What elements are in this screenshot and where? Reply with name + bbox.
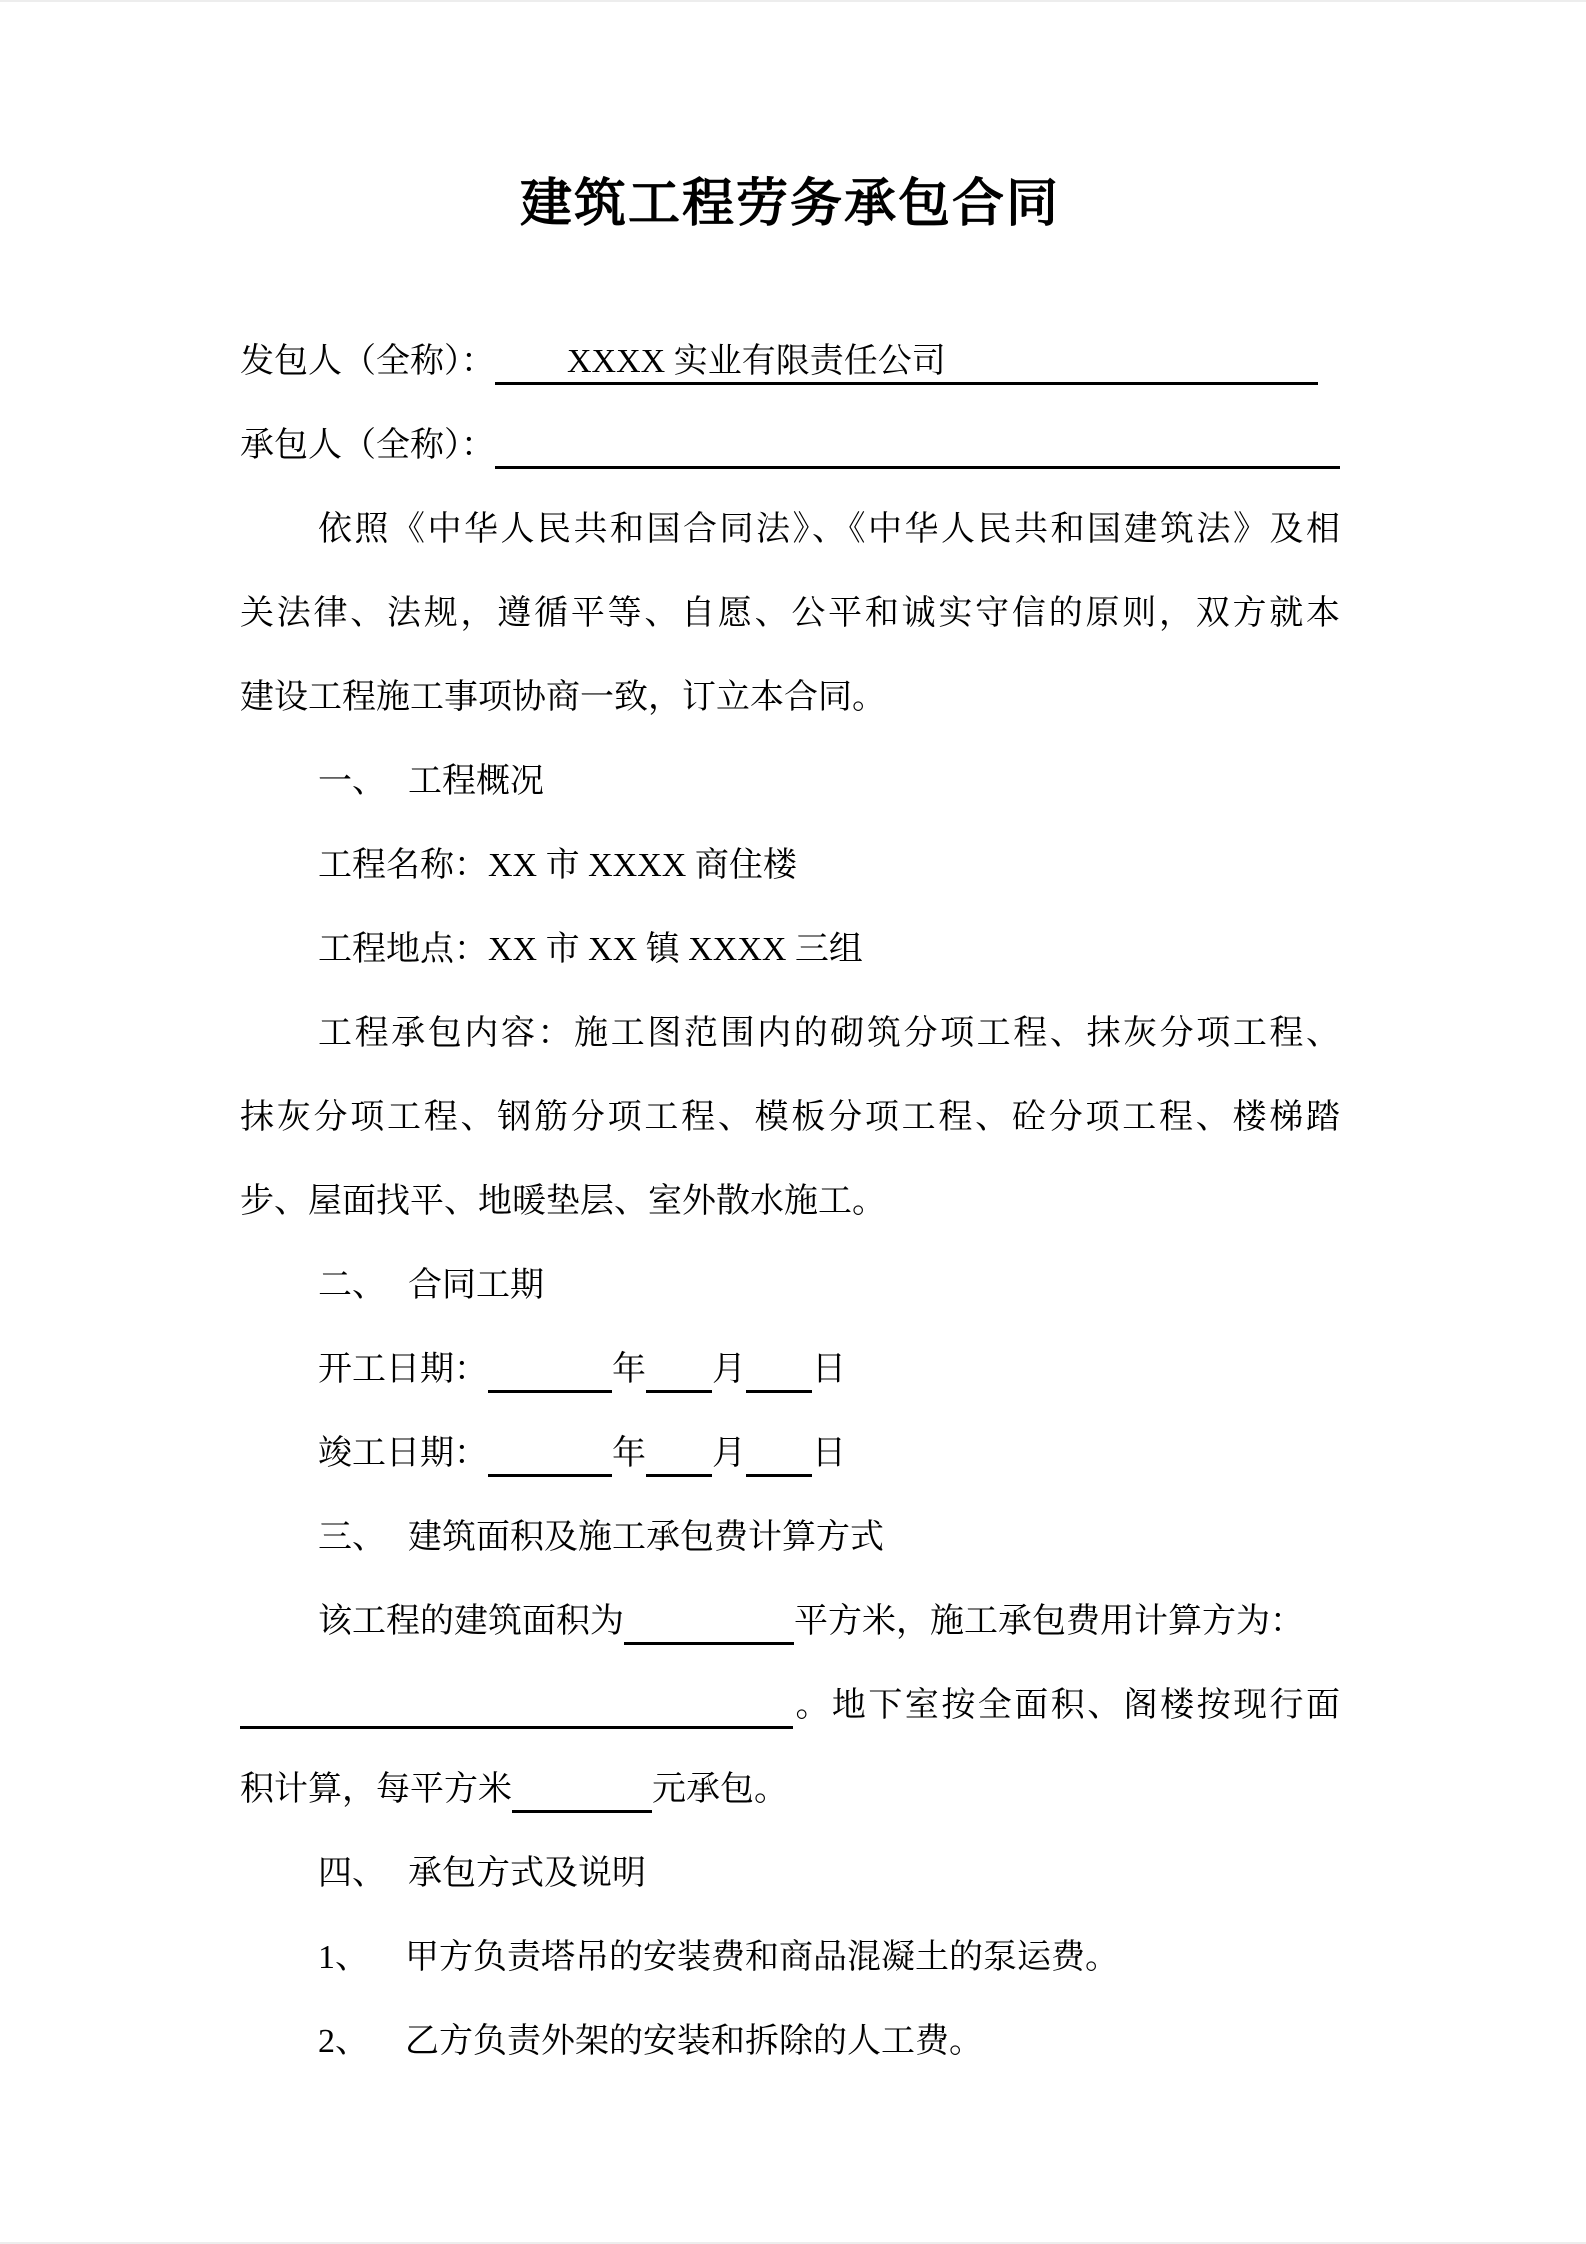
text-segment: 甲方负责塔吊的安装费和商品混凝土的泵运费。 [405, 1939, 1119, 1976]
text-segment: 三、 [318, 1519, 386, 1556]
preamble-line-3 [240, 656, 1340, 740]
section-4-heading [240, 1832, 1340, 1916]
text-segment: 发包人（全称）： [240, 343, 495, 380]
blank-field[interactable] [488, 1434, 612, 1477]
scope-line-1 [240, 992, 1340, 1076]
spacer [369, 2051, 405, 2052]
preamble-line-1 [240, 488, 1340, 572]
blank-field[interactable] [746, 1434, 812, 1477]
text-segment: 二、 [318, 1267, 386, 1304]
area-line-3 [240, 1748, 1340, 1832]
project-name-line [240, 824, 1340, 908]
scope-line-2 [240, 1076, 1340, 1160]
text-segment: 积计算，每平方米 [240, 1771, 512, 1808]
scope-line-3 [240, 1160, 1340, 1244]
area-line-1 [240, 1580, 1340, 1664]
party-a-line [240, 320, 1340, 404]
blank-field[interactable] [495, 426, 1340, 469]
text-segment: 步、屋面找平、地暖垫层、室外散水施工。 [240, 1183, 886, 1220]
text-segment: 工程名称：XX 市 XXXX 商住楼 [318, 847, 797, 884]
blank-field[interactable] [624, 1602, 794, 1645]
text-segment: 关法律、法规，遵循平等、自愿、公平和诚实守信的原则，双方就本 [240, 595, 1340, 632]
text-segment: 承包人（全称）： [240, 427, 495, 464]
text-segment: 开工日期： [318, 1351, 488, 1388]
blank-field[interactable] [646, 1434, 712, 1477]
blank-field[interactable] [488, 1350, 612, 1393]
text-segment: 元承包。 [652, 1771, 788, 1808]
text-segment: 承包方式及说明 [408, 1855, 646, 1892]
text-segment: 。地下室按全面积、阁楼按现行面 [793, 1687, 1340, 1724]
text-segment: 月 [712, 1351, 746, 1388]
text-segment: 工程地点：XX 市 XX 镇 XXXX 三组 [318, 931, 863, 968]
text-segment: 1、 [318, 1939, 369, 1976]
blank-field[interactable] [240, 1686, 793, 1729]
preamble-line-2 [240, 572, 1340, 656]
spacer [386, 1883, 408, 1884]
text-segment: 2、 [318, 2023, 369, 2060]
start-date-line [240, 1328, 1340, 1412]
text-segment: 工程概况 [408, 763, 544, 800]
text-segment: 日 [812, 1435, 846, 1472]
clause-item-2 [240, 2000, 1340, 2084]
blank-field[interactable] [646, 1350, 712, 1393]
text-segment: 平方米，施工承包费用计算方为： [794, 1603, 1304, 1640]
text-segment: 年 [612, 1351, 646, 1388]
section-2-heading [240, 1244, 1340, 1328]
project-location-line [240, 908, 1340, 992]
text-segment: 年 [612, 1435, 646, 1472]
section-3-heading [240, 1496, 1340, 1580]
text-segment: 建设工程施工事项协商一致，订立本合同。 [240, 679, 886, 716]
text-segment: 合同工期 [408, 1267, 544, 1304]
section-1-heading [240, 740, 1340, 824]
text-segment: 一、 [318, 763, 386, 800]
text-segment: 乙方负责外架的安装和拆除的人工费。 [405, 2023, 983, 2060]
text-segment: 依照《中华人民共和国合同法》、《中华人民共和国建筑法》及相 [318, 511, 1340, 548]
blank-field[interactable] [746, 1350, 812, 1393]
spacer [386, 791, 408, 792]
text-segment: 建筑面积及施工承包费计算方式 [408, 1519, 884, 1556]
party-b-line [240, 404, 1340, 488]
area-line-2 [240, 1664, 1340, 1748]
clause-item-1 [240, 1916, 1340, 2000]
text-segment: 抹灰分项工程、钢筋分项工程、模板分项工程、砼分项工程、楼梯踏 [240, 1099, 1340, 1136]
filled-blank-field[interactable]: XXXX 实业有限责任公司 [495, 342, 1318, 385]
contract-title: 建筑工程劳务承包合同 [519, 176, 1060, 233]
text-segment: 月 [712, 1435, 746, 1472]
text-segment: 工程承包内容：施工图范围内的砌筑分项工程、抹灰分项工程、 [318, 1015, 1340, 1052]
spacer [386, 1295, 408, 1296]
contract-body [240, 320, 1340, 2084]
text-segment: 四、 [318, 1855, 386, 1892]
text-segment: 日 [812, 1351, 846, 1388]
completion-date-line [240, 1412, 1340, 1496]
spacer [386, 1547, 408, 1548]
spacer [369, 1967, 405, 1968]
text-segment: 竣工日期： [318, 1435, 488, 1472]
blank-field[interactable] [512, 1770, 652, 1813]
text-segment: 该工程的建筑面积为 [318, 1603, 624, 1640]
